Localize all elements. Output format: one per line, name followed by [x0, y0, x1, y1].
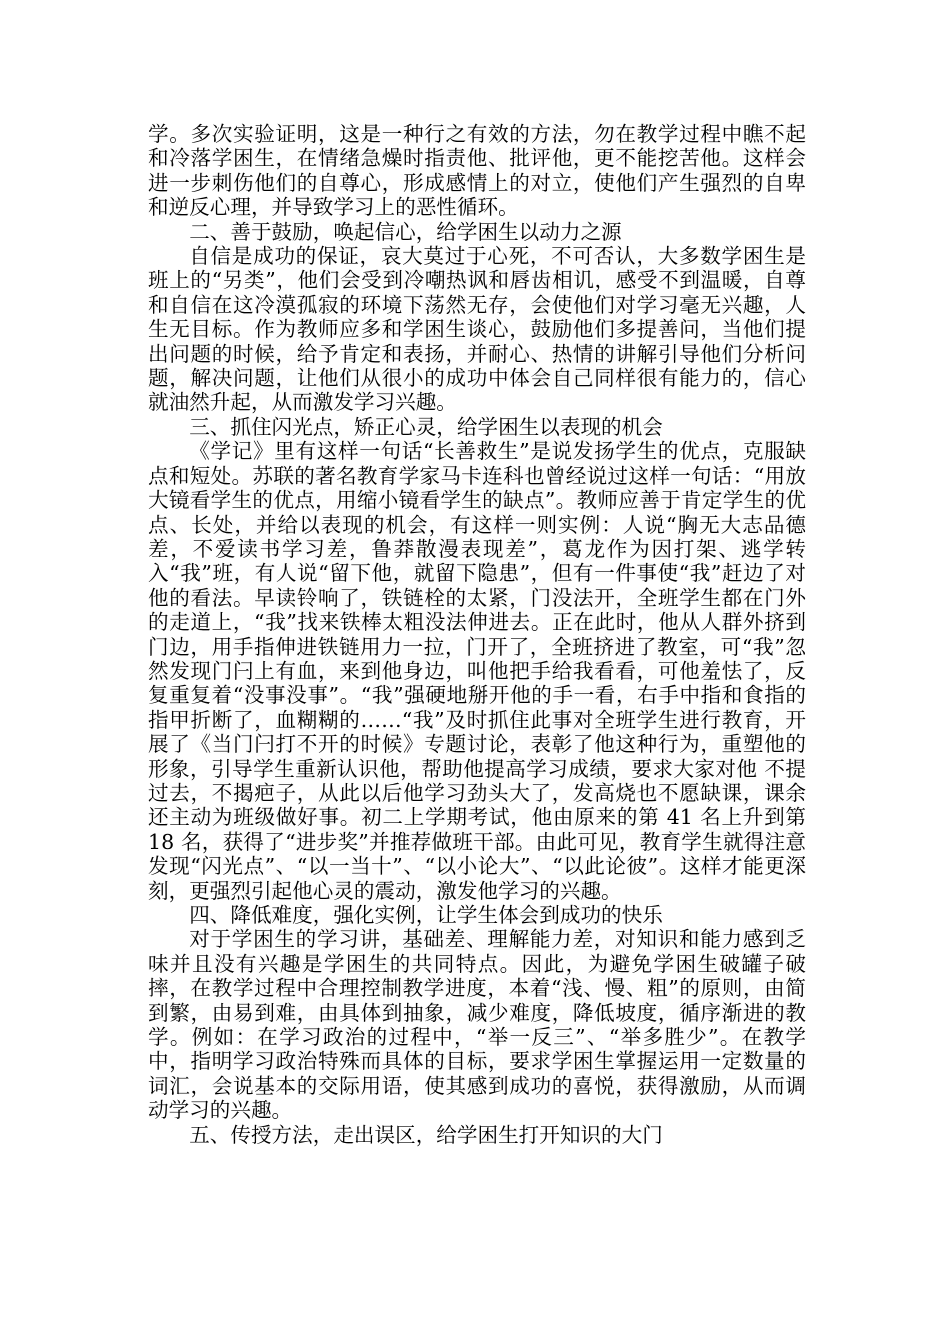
paragraph-section-3: 《学记》里有这样一句话“长善救生”是说发扬学生的优点，克服缺点和短处。苏联的著名教育学家马卡连科也曾经说过这样一句话：“用放大镜看学生的优点，用缩小镜看学生的缺点”。教师应善于肯定学生的优点、长处，并给以表现的机会，有这样一则实例：人说“胸无大志品德差，不爱读书学习差，鲁莽散漫表现差”，葛龙作为因打架、逃学转入“我”班，有人说“留下他，就留下隐患”，但有一件事使“我”赶边了对他的看法。早读铃响了，铁链栓的太紧，门没法开，全班学生都在门外的走道上，“我”找来铁棒太粗没法伸进去。正在此时，他从人群外挤到门边，用手指伸进铁链用力一拉，门开了，全班挤进了教室，可“我”忽然发现门闩上有血，来到他身边，叫他把手给我看看，可他羞怯了，反复重复着“没事没事”。“我”强硬地掰开他的手一看，右手中指和食指的指甲折断了，血糊糊的……“我”及时抓住此事对全班学生进行教育，开展了《当门闩打不开的时候》专题讨论，表彰了他这种行为，重塑他的形象，引导学生重新认识他，帮助他提高学习成绩，要求大家对他 不提过去，不揭疤子，从此以后他学习劲头大了，发高烧也不愿缺课，课余还主动为班级做好事。初二上学期考试，他由原来的第 41 名上升到第 18 名，获得了“进步奖”并推荐做班干部。由此可见，教育学生就得注意发现“闪光点”、“以一当十”、“以小论大”、“以此论彼”。这样才能更深刻，更强烈引起他心灵的震动，激发他学习的兴趣。: [148, 439, 806, 903]
section-heading-5: 五、传授方法，走出误区，给学困生打开知识的大门: [189, 1122, 663, 1147]
section-heading-4: 四、降低难度，强化实例，让学生体会到成功的快乐: [189, 903, 663, 927]
document-page: [148, 122, 806, 1147]
paragraph-section-2: 自信是成功的保证，哀大莫过于心死，不可否认，大多数学困生是班上的“另类”，他们会受到冷嘲热讽和唇齿相讥，感受不到温暖，自尊和自信在这冷漠孤寂的环境下荡然无存，会使他们对学习毫无兴趣，人生无目标。作为教师应多和学困生谈心，鼓励他们多提善问，当他们提出问题的时候，给予肯定和表扬，并耐心、热情的讲解引导他们分析问题，解决问题，让他们从很小的成功中体会自己同样很有能力的，信心就油然升起，从而激发学习兴趣。: [148, 244, 806, 415]
section-heading-2: 二、善于鼓励，唤起信心，给学困生以动力之源: [189, 219, 622, 244]
section-heading-3: 三、抓住闪光点，矫正心灵，给学困生以表现的机会: [189, 414, 663, 439]
paragraph-intro-continued: 学。多次实验证明，这是一种行之有效的方法，勿在教学过程中瞧不起和冷落学困生，在情绪急燥时指责他、批评他，更不能挖苦他。这样会进一步刺伤他们的自尊心，形成感情上的对立，使他们产生强烈的自卑和逆反心理，并导致学习上的恶性循环。: [148, 122, 806, 220]
paragraph-section-4: 对于学困生的学习讲，基础差、理解能力差，对知识和能力感到乏味并且没有兴趣是学困生的共同特点。因此，为避免学困生破罐子破摔，在教学过程中合理控制教学进度，本着“浅、慢、粗”的原则，由简到繁，由易到难，由具体到抽象，减少难度，降低坡度，循序渐进的教学。例如：在学习政治的过程中，“举一反三”、“举多胜少”。在教学中，指明学习政治特殊而具体的目标，要求学困生掌握运用一定数量的词汇，会说基本的交际用语，使其感到成功的喜悦，获得激励，从而调动学习的兴趣。: [148, 927, 806, 1123]
